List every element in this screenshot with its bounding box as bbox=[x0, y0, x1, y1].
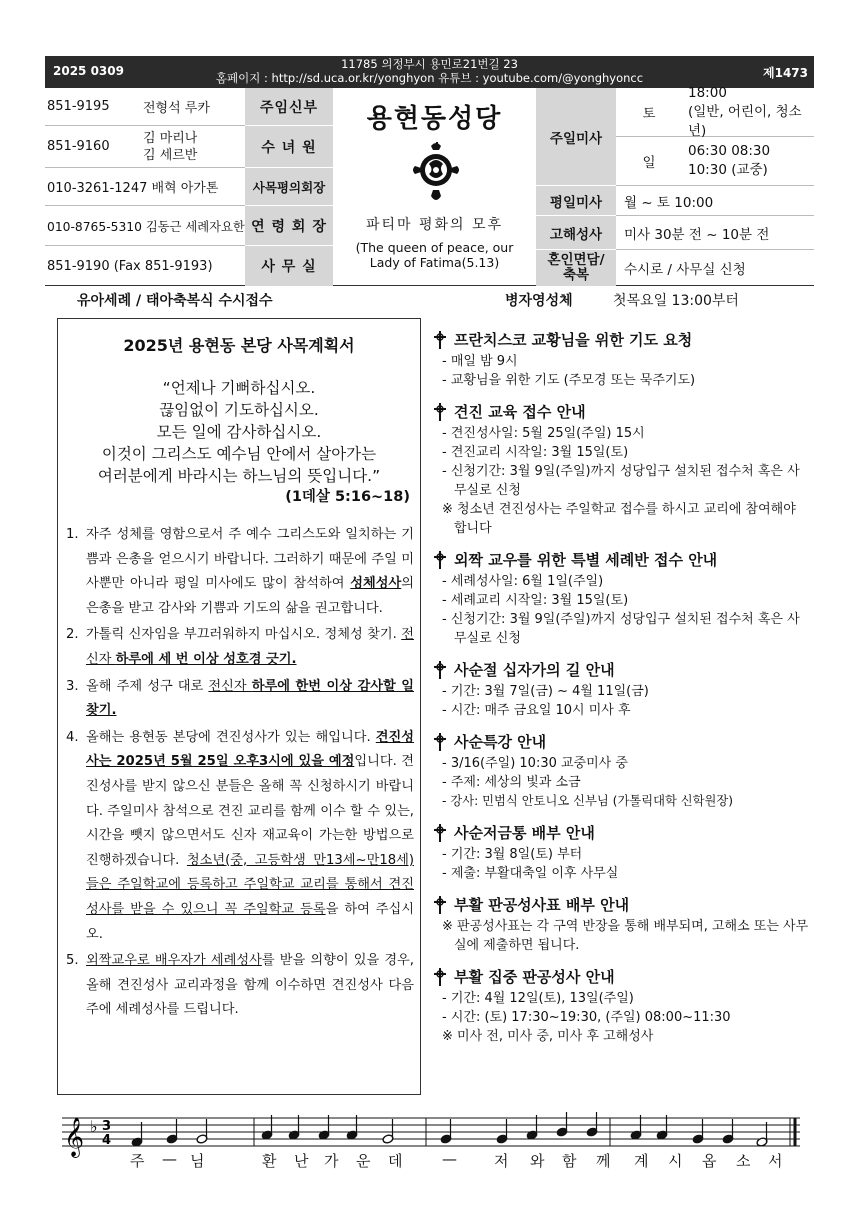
notices-column bbox=[432, 330, 812, 1058]
staff-names bbox=[143, 130, 197, 164]
plan-item bbox=[64, 675, 414, 724]
plan-item bbox=[64, 949, 414, 1023]
item-number: 1. bbox=[66, 527, 79, 542]
lyric-syllable: 소 bbox=[736, 1152, 751, 1170]
scripture-quote bbox=[58, 377, 420, 487]
quote-line: 모든 일에 감사하십시오. bbox=[156, 423, 322, 441]
quote-reference: (1데살 5:16~18) bbox=[285, 489, 410, 505]
lyric-syllable: 와 bbox=[530, 1152, 545, 1170]
item-text: 올해 주제 성구 대로 bbox=[86, 678, 209, 694]
staff-phone: 851-9195 bbox=[47, 99, 110, 114]
item-number: 3. bbox=[66, 678, 79, 694]
pastoral-plan-box bbox=[57, 318, 421, 1095]
item-text: 의 은총을 받고 감사와 기쁨과 기도의 삶을 권고합니다. bbox=[86, 576, 414, 616]
hymn-lyrics bbox=[62, 1150, 800, 1174]
cross-icon bbox=[432, 661, 448, 679]
item-text: 입니다. 견진성사를 받지 않으신 분들은 올해 꼭 신청하시기 바랍니다. 주일미사 참석으로 견진 교리를 함께 이수 할 수 있는, 시간을 뺏지 않으면서도 신자 재교육이 가는한 방법으로 진행하겠습니다. bbox=[86, 754, 414, 868]
sunday-times bbox=[682, 137, 814, 186]
sick-communion-value: 첫목요일 13:00부터 bbox=[613, 293, 739, 309]
homepage-line[interactable]: 홈페이지 : http://sd.uca.or.kr/yonghyon 유튜브 : youtube.com/@yonghyoncc bbox=[215, 71, 644, 85]
staff-name: 김 마리나 bbox=[143, 130, 198, 146]
church-emblem-icon bbox=[409, 140, 463, 204]
staff-row-convent bbox=[45, 126, 245, 168]
notice-block bbox=[432, 402, 812, 538]
lyric-syllable: 서 bbox=[768, 1152, 783, 1170]
notice-line: - 시간: 매주 금요일 10시 미사 후 bbox=[442, 703, 631, 718]
role-office: 사 무 실 bbox=[245, 246, 333, 286]
plan-item bbox=[64, 726, 414, 947]
quote-line: 이것이 그리스도 예수님 안에서 살아가는 bbox=[101, 445, 377, 463]
notice-line: - 세례성사일: 6월 1일(주일) bbox=[442, 574, 604, 589]
notice-title-text: 사순저금통 배부 안내 bbox=[454, 824, 595, 842]
lyric-syllable: 주 bbox=[130, 1152, 145, 1170]
lyric-syllable: 가 bbox=[324, 1152, 339, 1170]
sacrament-info-row bbox=[45, 287, 814, 311]
cross-icon bbox=[432, 896, 448, 914]
item-emphasis: 전신자 bbox=[86, 627, 414, 667]
plan-item bbox=[64, 623, 414, 672]
notice-line: - 주제: 세상의 빛과 소금 bbox=[442, 775, 581, 790]
sunday-mass-label: 주일미사 bbox=[536, 88, 616, 186]
staff-phone: 851-9160 bbox=[47, 139, 110, 154]
lyric-syllable: 환 bbox=[262, 1152, 277, 1170]
staff-name: 전형석 루카 bbox=[143, 101, 210, 116]
church-name: 용현동성당 bbox=[366, 104, 503, 134]
lyric-syllable: — bbox=[162, 1150, 177, 1168]
notice-title bbox=[432, 823, 812, 843]
staff-row-pastor bbox=[45, 88, 245, 126]
role-council: 사목평의회장 bbox=[245, 168, 333, 206]
notes bbox=[131, 1112, 768, 1147]
sunday-time: 10:30 (교중) bbox=[688, 162, 768, 178]
bulletin-header bbox=[45, 84, 814, 286]
marriage-value: 수시로 / 사무실 신청 bbox=[624, 262, 746, 278]
notice-line: - 기간: 4월 12일(토), 13일(주일) bbox=[442, 991, 634, 1006]
notice-line: - 기간: 3월 7일(금) ~ 4월 11일(금) bbox=[442, 684, 649, 699]
item-emphasis: 전신자 bbox=[208, 678, 252, 694]
notice-line: ※ 판공성사표는 각 구역 반장을 통해 배부되며, 고해소 또는 사무실에 제출하면 됩니다. bbox=[442, 919, 809, 953]
notice-line: - 신청기간: 3월 9일(주일)까지 성당입구 설치된 접수처 혹은 사무실로 신청 bbox=[442, 464, 800, 498]
lyric-syllable: 저 bbox=[494, 1152, 509, 1170]
lyric-syllable: 님 bbox=[190, 1152, 205, 1170]
marriage-label-line: 축복 bbox=[562, 267, 590, 283]
notice-title bbox=[432, 967, 812, 987]
notice-title-text: 사순특강 안내 bbox=[454, 733, 547, 751]
item-emphasis: 하루에 한번 이상 감사할 일 찾기. bbox=[86, 678, 414, 719]
notice-block bbox=[432, 330, 812, 390]
item-text: 올해는 용현동 본당에 견진성사가 있는 해입니다. bbox=[86, 729, 376, 745]
item-emphasis: 외짝교우로 배우자가 세례성사 bbox=[86, 953, 262, 969]
patron-english-line: Lady of Fatima(5.13) bbox=[369, 255, 500, 270]
confession-value: 미사 30분 전 ~ 10분 전 bbox=[616, 216, 814, 250]
quote-line: 여러분에게 바라시는 하느님의 뜻입니다.” bbox=[97, 467, 381, 485]
notice-line: - 기간: 3월 8일(토) 부터 bbox=[442, 847, 583, 862]
marriage-label-line: 혼인면담/ bbox=[547, 252, 605, 268]
saturday-note: (일반, 어린이, 청소년) bbox=[688, 103, 802, 139]
cross-icon bbox=[432, 824, 448, 842]
staff-row-council bbox=[45, 168, 245, 206]
lyric-syllable: — bbox=[442, 1150, 457, 1168]
cross-icon bbox=[432, 331, 448, 349]
notice-title bbox=[432, 550, 812, 570]
lyric-syllable: 께 bbox=[596, 1152, 611, 1170]
item-emphasis: 청소년(중, 고등학생 만13세~만18세)들은 주일학교에 등록하고 주일학교 교리를 통해서 견진성사를 받을 수 있으니 꼭 주일학교 등록 bbox=[86, 852, 414, 917]
lyric-syllable: 함 bbox=[562, 1152, 577, 1170]
issue-number: 제1473 bbox=[763, 66, 808, 80]
issue-date: 2025 0309 bbox=[53, 64, 124, 78]
item-text: 자주 성체를 영함으로서 주 예수 그리스도와 일치하는 기쁨과 은총을 얻으시기 바랍니다. 그러하기 때문에 주일 미사뿐만 아니라 평일 미사에도 많이 참석하여 bbox=[86, 527, 414, 592]
staff-phone-name: 851-9190 (Fax 851-9193) bbox=[47, 258, 213, 274]
notice-block bbox=[432, 660, 812, 720]
notice-title-text: 프란치스코 교황님을 위한 기도 요청 bbox=[454, 331, 693, 349]
cross-icon bbox=[432, 551, 448, 569]
notice-title bbox=[432, 402, 812, 422]
plan-item bbox=[64, 523, 414, 621]
notice-line: ※ 미사 전, 미사 중, 미사 후 고해성사 bbox=[442, 1029, 654, 1044]
item-text: 가톨릭 신자임을 부끄러워하지 마십시오. 정체성 찾기. bbox=[86, 627, 402, 643]
address-line: 11785 의정부시 용민로21번길 23 bbox=[341, 57, 518, 71]
weekday-mass-label: 평일미사 bbox=[536, 186, 616, 216]
key-signature: ♭ bbox=[90, 1117, 98, 1136]
notice-title-text: 부활 집중 판공성사 안내 bbox=[454, 968, 615, 986]
church-address bbox=[45, 57, 814, 85]
sunday-time: 06:30 08:30 bbox=[688, 143, 771, 159]
plan-list bbox=[64, 523, 414, 1025]
notice-line: - 시간: (토) 17:30~19:30, (주일) 08:00~11:30 bbox=[442, 1010, 731, 1025]
item-number: 4. bbox=[66, 729, 79, 745]
quote-line: “언제나 기뻐하십시오. bbox=[162, 379, 316, 397]
patron-english-line: (The queen of peace, our bbox=[355, 240, 514, 255]
notice-line: - 견진성사일: 5월 25일(주일) 15시 bbox=[442, 426, 645, 441]
lyric-syllable: 운 bbox=[356, 1152, 371, 1170]
notice-title bbox=[432, 895, 812, 915]
role-pastor: 주임신부 bbox=[245, 88, 333, 126]
notice-title bbox=[432, 732, 812, 752]
item-text: 을 하여 주십시오. bbox=[86, 901, 414, 942]
patron-name: 파티마 평화의 모후 bbox=[365, 217, 504, 233]
notice-title-text: 견진 교육 접수 안내 bbox=[454, 403, 586, 421]
cross-icon bbox=[432, 968, 448, 986]
notice-line: - 교황님을 위한 기도 (주모경 또는 묵주기도) bbox=[442, 373, 696, 388]
notice-title bbox=[432, 330, 812, 350]
patron-english bbox=[333, 240, 536, 270]
item-text: 를 받을 의향이 있을 경우, 올해 견진성사 교리과정을 함께 이수하면 견진성사 다음주에 세례성사를 드립니다. bbox=[86, 953, 414, 1018]
sunday-label: 일 bbox=[616, 137, 682, 186]
marriage-label bbox=[536, 250, 616, 286]
notice-line: - 세례교리 시작일: 3월 15일(토) bbox=[442, 593, 629, 608]
quote-line: 끊임없이 기도하십시오. bbox=[159, 401, 319, 419]
notice-title-text: 부활 판공성사표 배부 안내 bbox=[454, 896, 630, 914]
item-emphasis: 성체성사 bbox=[350, 576, 402, 592]
saturday-time: 18:00 bbox=[688, 84, 727, 101]
time-signature-bottom: 4 bbox=[102, 1133, 112, 1148]
lyric-syllable: 시 bbox=[668, 1152, 683, 1170]
notice-line: - 제출: 부활대축일 이후 사무실 bbox=[442, 866, 619, 881]
notice-block bbox=[432, 823, 812, 883]
item-emphasis: 하루에 세 번 이상 성호경 긋기. bbox=[115, 651, 297, 667]
plan-title: 2025년 용현동 본당 사목계획서 bbox=[123, 336, 355, 355]
notice-title bbox=[432, 660, 812, 680]
treble-clef-icon: 𝄞 bbox=[64, 1117, 85, 1157]
item-number: 5. bbox=[66, 953, 79, 969]
notice-line: - 견진교리 시작일: 3월 15일(토) bbox=[442, 445, 629, 460]
weekday-mass-value: 월 ~ 토 10:00 bbox=[616, 186, 814, 216]
notice-block bbox=[432, 895, 812, 955]
role-yeonryeong: 연 령 회 장 bbox=[245, 206, 333, 246]
notice-block bbox=[432, 967, 812, 1046]
staff-row-yeonryeong bbox=[45, 206, 245, 246]
lyric-syllable: 옵 bbox=[702, 1152, 717, 1170]
staff-row-office bbox=[45, 246, 245, 286]
lyric-syllable: 데 bbox=[388, 1152, 403, 1170]
cross-icon bbox=[432, 733, 448, 751]
role-convent: 수 녀 원 bbox=[245, 126, 333, 168]
sick-communion-label: 병자영성체 bbox=[505, 293, 573, 309]
notice-block bbox=[432, 550, 812, 648]
staff-name: 김 세르반 bbox=[143, 147, 198, 163]
item-number: 2. bbox=[66, 627, 79, 643]
notice-line: ※ 청소년 견진성사는 주일학교 접수를 하시고 교리에 참여해야 합니다 bbox=[442, 502, 796, 536]
cross-icon bbox=[432, 403, 448, 421]
time-signature-top: 3 bbox=[102, 1119, 112, 1134]
staff-phone-name: 010-3261-1247 배혁 아가톤 bbox=[47, 181, 219, 196]
notice-line: - 3/16(주일) 10:30 교중미사 중 bbox=[442, 756, 628, 771]
staff-phone-name: 010-8765-5310 김동근 세례자요한 bbox=[47, 219, 245, 234]
notice-block bbox=[432, 732, 812, 811]
lyric-syllable: 계 bbox=[634, 1152, 649, 1170]
item-emphasis: 견진성사는 2025년 5월 25일 오후3시에 있을 예정 bbox=[86, 729, 414, 770]
confession-label: 고해성사 bbox=[536, 216, 616, 250]
lyric-syllable: 난 bbox=[294, 1152, 309, 1170]
notice-line: - 강사: 민범식 안토니오 신부님 (가톨릭대학 신학원장) bbox=[442, 794, 734, 808]
saturday-times bbox=[682, 84, 814, 139]
notice-title-text: 외짝 교우를 위한 특별 세례반 접수 안내 bbox=[454, 551, 718, 569]
notice-line: - 신청기간: 3월 9일(주일)까지 성당입구 설치된 접수처 혹은 사무실로 신청 bbox=[442, 612, 800, 646]
notice-title-text: 사순절 십자가의 길 안내 bbox=[454, 661, 615, 679]
notice-line: - 매일 밤 9시 bbox=[442, 354, 518, 369]
infant-baptism-info: 유아세례 / 태아축복식 수시접수 bbox=[77, 293, 273, 309]
saturday-label: 토 bbox=[616, 88, 682, 137]
